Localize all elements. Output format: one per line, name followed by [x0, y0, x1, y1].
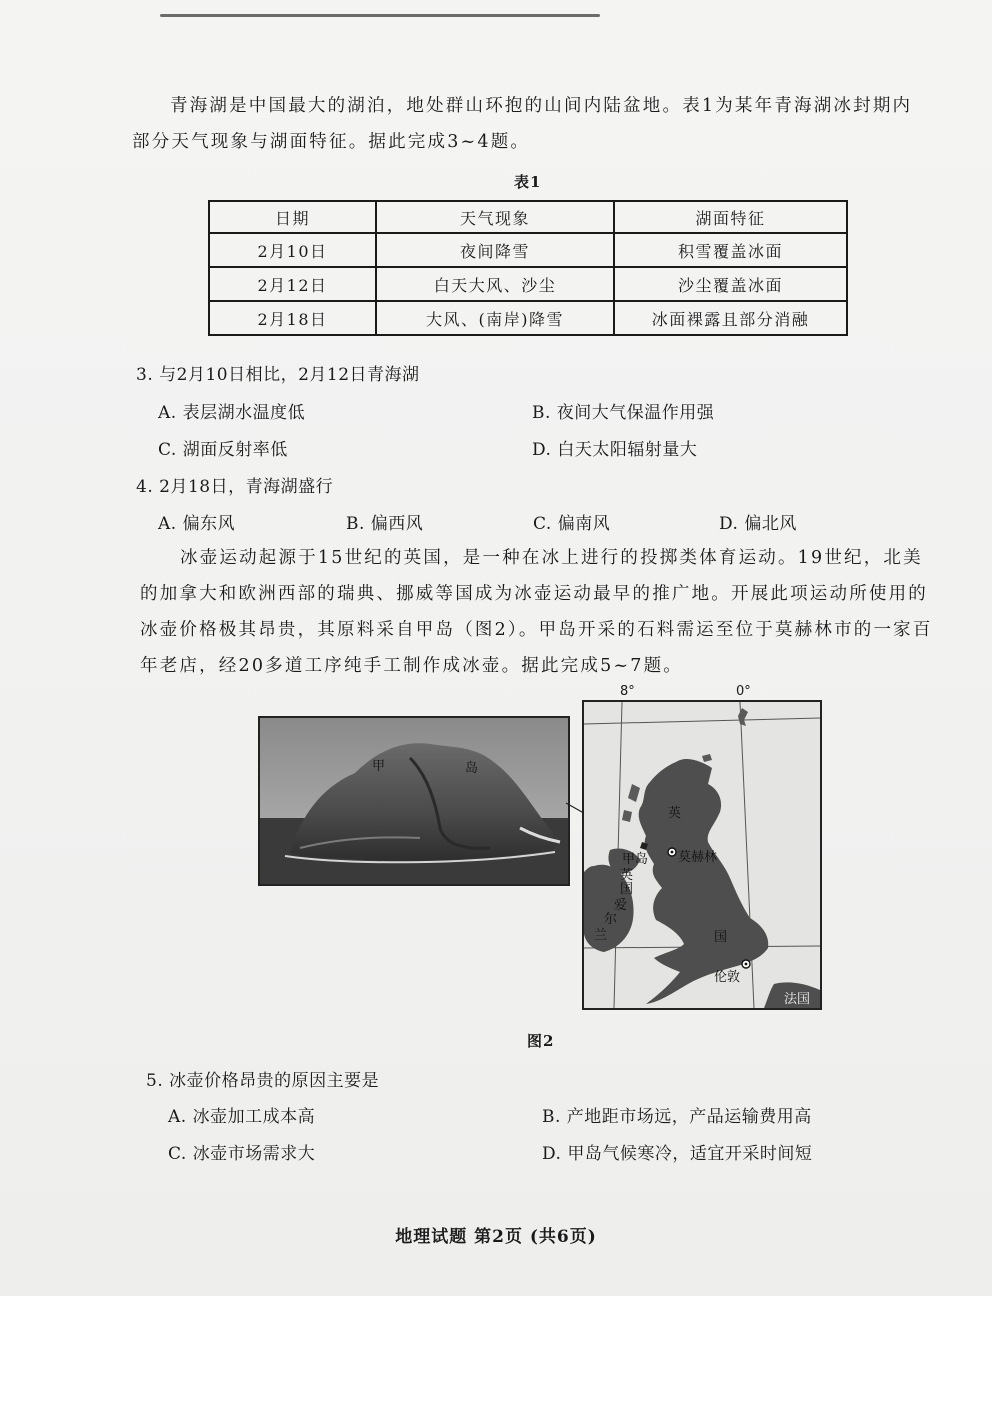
figure2-caption: 图2 — [527, 1032, 555, 1050]
map-label-ireland-2: 国 — [620, 882, 634, 897]
table-header: 湖面特征 — [614, 201, 847, 233]
map-label-ying-north: 英 — [668, 806, 682, 821]
page-footer: 地理试题 第2页 (共6页) — [395, 1227, 597, 1247]
top-edge-line — [160, 14, 600, 17]
map-label-ireland-1: 英 — [620, 868, 634, 883]
table-row — [209, 267, 847, 301]
uk-map — [582, 700, 822, 1010]
map-label-mohelin: 莫赫林 — [678, 850, 718, 865]
intro2-line4: 年老店，经20多道工序纯手工制作成冰壶。据此完成5~7题。 — [140, 656, 683, 676]
table-cell: 2月18日 — [209, 301, 376, 335]
question-4-option-a: A. 偏东风 — [158, 514, 236, 534]
question-4-option-b: B. 偏西风 — [346, 514, 424, 534]
question-3-option-d: D. 白天太阳辐射量大 — [532, 440, 698, 460]
table-cell: 2月12日 — [209, 267, 376, 301]
table1 — [208, 200, 848, 336]
table-cell: 沙尘覆盖冰面 — [614, 267, 847, 301]
map-label-ireland-5: 兰 — [594, 928, 608, 943]
question-5-option-d: D. 甲岛气候寒冷，适宜开采时间短 — [542, 1144, 813, 1164]
question-3-option-a: A. 表层湖水温度低 — [158, 403, 306, 423]
table-header: 日期 — [209, 201, 376, 233]
table-row — [209, 233, 847, 267]
island-photo-image — [260, 718, 568, 884]
map-label-ireland-4: 尔 — [604, 912, 618, 927]
question-5-stem: 5. 冰壶价格昂贵的原因主要是 — [146, 1071, 380, 1091]
map-label-jia-dao: 甲岛 — [622, 852, 649, 867]
table-cell: 白天大风、沙尘 — [376, 267, 614, 301]
photo-label-jia: 甲 — [372, 759, 386, 774]
table-header: 天气现象 — [376, 201, 614, 233]
question-5-option-b: B. 产地距市场远，产品运输费用高 — [542, 1107, 812, 1127]
lon-8-label: 8° — [620, 684, 635, 699]
table-cell: 大风、(南岸)降雪 — [376, 301, 614, 335]
table-cell: 2月10日 — [209, 233, 376, 267]
island-photo — [258, 716, 570, 886]
table-header-row — [209, 201, 847, 233]
lon-0-label: 0° — [736, 684, 751, 699]
question-3-option-c: C. 湖面反射率低 — [158, 440, 288, 460]
table-cell: 积雪覆盖冰面 — [614, 233, 847, 267]
intro1-line1: 青海湖是中国最大的湖泊，地处群山环抱的山间内陆盆地。表1为某年青海湖冰封期内 — [170, 96, 913, 116]
question-4-option-d: D. 偏北风 — [719, 514, 797, 534]
intro2-line2: 的加拿大和欧洲西部的瑞典、挪威等国成为冰壶运动最早的推广地。开展此项运动所使用的 — [140, 584, 928, 604]
map-label-london: 伦敦 — [714, 970, 741, 985]
question-4-option-c: C. 偏南风 — [533, 514, 611, 534]
table-cell: 冰面裸露且部分消融 — [614, 301, 847, 335]
question-5-option-c: C. 冰壶市场需求大 — [168, 1144, 316, 1164]
question-3-stem: 3. 与2月10日相比，2月12日青海湖 — [136, 365, 420, 385]
question-5-option-a: A. 冰壶加工成本高 — [168, 1107, 316, 1127]
intro1-line2: 部分天气现象与湖面特征。据此完成3~4题。 — [132, 132, 531, 152]
map-label-guo: 国 — [714, 930, 728, 945]
question-3-option-b: B. 夜间大气保温作用强 — [532, 403, 715, 423]
table-cell: 夜间降雪 — [376, 233, 614, 267]
table1-caption: 表1 — [514, 173, 542, 191]
photo-label-dao: 岛 — [465, 761, 479, 776]
intro2-line1: 冰壶运动起源于15世纪的英国，是一种在冰上进行的投掷类体育运动。19世纪，北美 — [180, 548, 923, 568]
question-4-stem: 4. 2月18日，青海湖盛行 — [136, 477, 334, 497]
map-label-ireland-3: 爱 — [614, 898, 628, 913]
map-label-france: 法国 — [784, 992, 811, 1007]
intro2-line3: 冰壶价格极其昂贵，其原料采自甲岛（图2）。甲岛开采的石料需运至位于莫赫林市的一家百 — [140, 620, 933, 640]
table-row — [209, 301, 847, 335]
